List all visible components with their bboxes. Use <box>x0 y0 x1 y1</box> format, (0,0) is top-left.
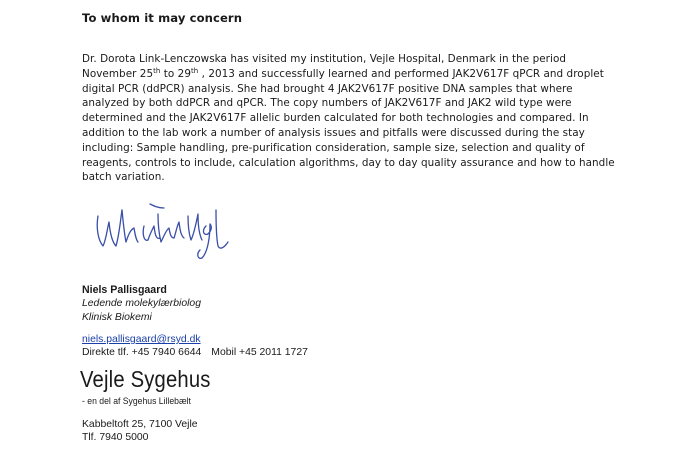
organization-name: Vejle Sygehus <box>80 366 211 392</box>
organization-address: Kabbeltoft 25, 7100 Vejle <box>82 419 198 430</box>
signatory-department: Klinisk Biokemi <box>82 312 152 323</box>
mobile-phone: Mobil +45 2011 1727 <box>211 347 308 358</box>
ordinal-suffix-1: th <box>153 66 161 75</box>
email-link[interactable]: niels.pallisgaard@rsyd.dk <box>82 334 201 345</box>
body-text-part-1: Dr. Dorota Link-Lenczowska has visited my institution, Vejle Hospital, Denmark in the period November 25 <box>82 53 566 80</box>
body-text-part-2: to 29 <box>160 67 191 80</box>
ordinal-suffix-2: th <box>190 66 199 75</box>
organization-phone: Tlf. 7940 5000 <box>82 432 149 443</box>
direct-phone: Direkte tlf. +45 7940 6644 <box>82 347 202 358</box>
organization-tagline: - en del af Sygehus Lillebælt <box>82 396 191 407</box>
handwritten-signature <box>92 196 232 266</box>
signatory-name: Niels Pallisgaard <box>82 284 167 296</box>
signatory-title: Ledende molekylærbiolog <box>82 298 201 309</box>
salutation: To whom it may concern <box>82 11 243 25</box>
letter-body <box>82 52 622 185</box>
phone-line <box>82 347 308 358</box>
body-text-part-3: , 2013 and successfully learned and performed JAK2V617F qPCR and droplet digital PCR (ddPCR) analysis. She had brought 4 JAK2V617F positive DNA samples that where analyzed by both ddPCR and qPCR. The copy numbers of JAK2V617F and JAK2 wild type were determined and the JAK2V617F allelic burden calculated for both technologies and compared. In addition to the lab work a number of analysis issues and pitfalls were discussed during the stay including: Sample handling, pre-purification consideration, sample size, selection and quality of reagents, controls to include, calculation algorithms, day to day quality assurance and how to handle batch variation. <box>82 67 615 184</box>
